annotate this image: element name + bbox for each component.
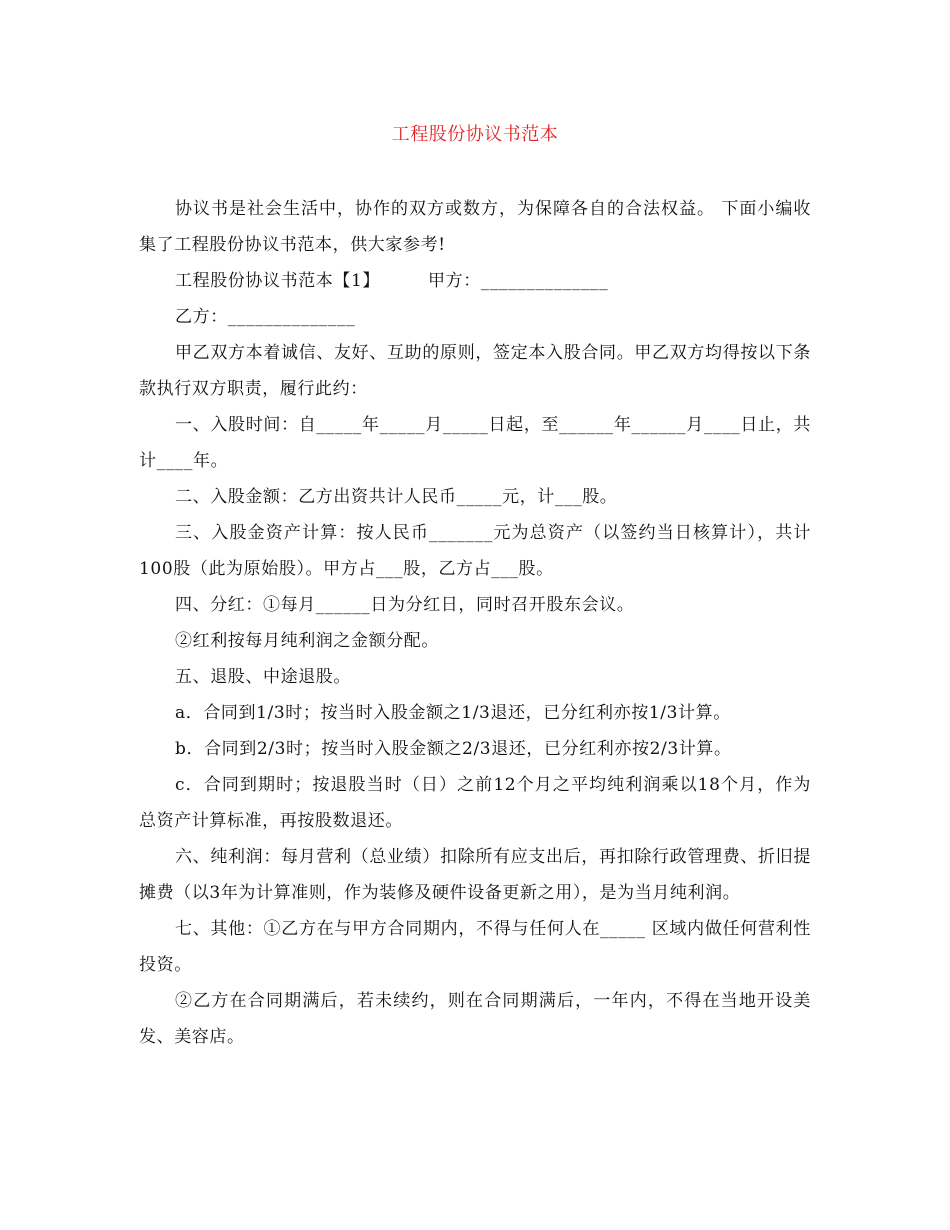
clause-share-period: 一、入股时间：自_____年_____月_____日起，至______年______月____日止，共计____年。: [139, 415, 811, 471]
clause-withdrawal: 五、退股、中途退股。: [175, 667, 351, 687]
clause-withdrawal-a: a．合同到1/3时；按当时入股金额之1/3退还，已分红利亦按1/3计算。: [175, 703, 731, 723]
clause-other-2: ②乙方在合同期满后，若未续约，则在合同期满后，一年内，不得在当地开设美发、美容店。: [139, 991, 811, 1047]
document-body: [139, 191, 811, 1055]
clause-dividend: 四、分红：①每月______日为分红日，同时召开股东会议。: [175, 595, 635, 615]
sample-heading-party-a: 工程股份协议书范本【1】 甲方：______________: [175, 271, 609, 291]
clause-dividend-distribution: ②红利按每月纯利润之金额分配。: [175, 631, 439, 651]
clause-withdrawal-c: c．合同到期时；按退股当时（日）之前12个月之平均纯利润乘以18个月，作为总资产计算标准，再按股数退还。: [139, 775, 811, 831]
clause-withdrawal-b: b．合同到2/3时；按当时入股金额之2/3退还，已分红利亦按2/3计算。: [175, 739, 732, 759]
clause-asset-calculation: 三、入股金资产计算：按人民币_______元为总资产（以签约当日核算计），共计100股（此为原始股）。甲方占___股，乙方占___股。: [139, 523, 811, 579]
agreement-preamble: 甲乙双方本着诚信、友好、互助的原则，签定本入股合同。甲乙双方均得按以下条款执行双方职责，履行此约：: [139, 343, 811, 399]
clause-share-amount: 二、入股金额：乙方出资共计人民币_____元，计___股。: [175, 487, 618, 507]
intro-paragraph: 协议书是社会生活中，协作的双方或数方，为保障各自的合法权益。 下面小编收集了工程股份协议书范本，供大家参考!: [139, 199, 811, 255]
party-b-line: 乙方：______________: [175, 307, 356, 327]
clause-other-1: 七、其他：①乙方在与甲方合同期内，不得与任何人在_____ 区域内做任何营利性投资。: [139, 919, 811, 975]
clause-net-profit: 六、纯利润：每月营利（总业绩）扣除所有应支出后，再扣除行政管理费、折旧提摊费（以3年为计算准则，作为装修及硬件设备更新之用），是为当月纯利润。: [139, 847, 811, 903]
document-title: 工程股份协议书范本: [391, 124, 559, 145]
